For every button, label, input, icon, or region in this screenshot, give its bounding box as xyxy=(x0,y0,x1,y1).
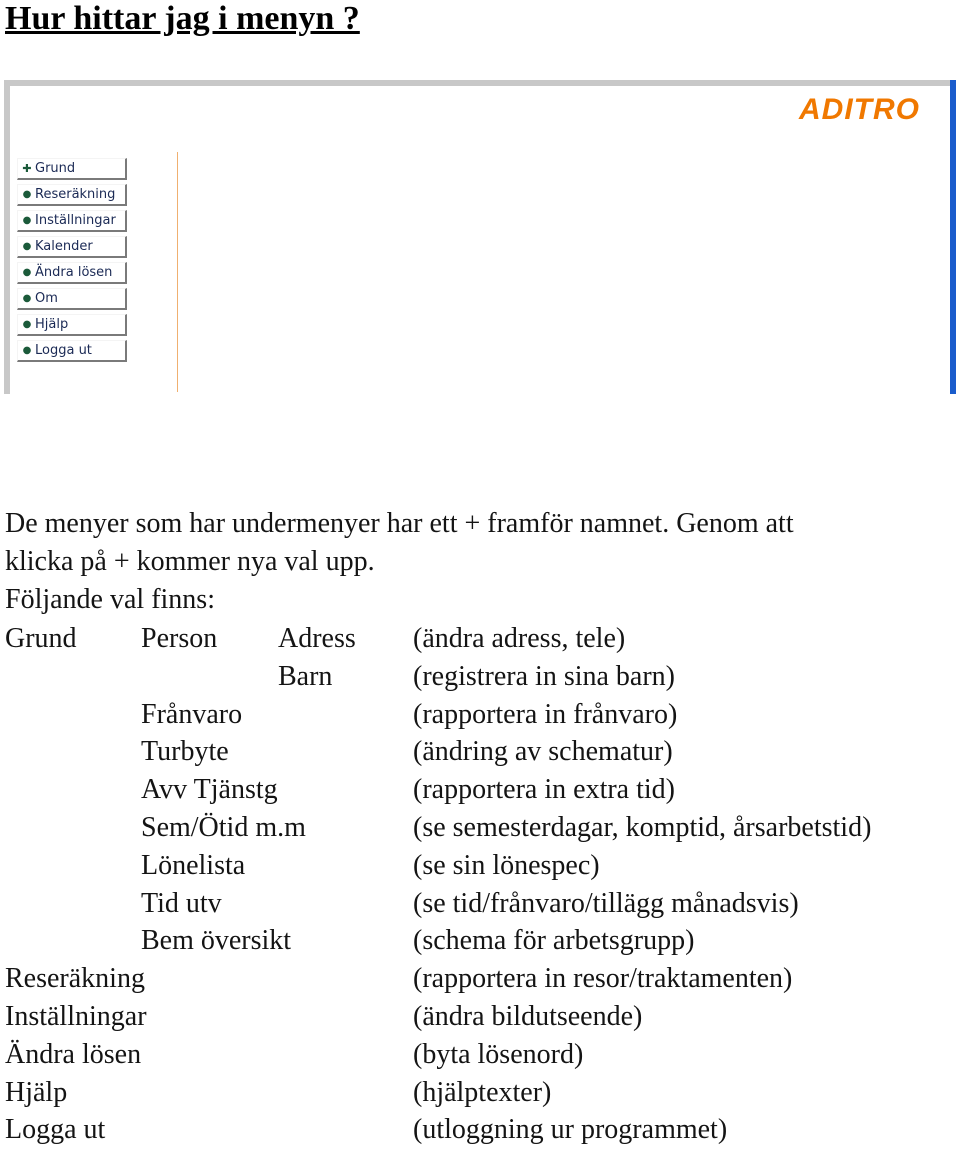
option-description: (byta lösenord) xyxy=(413,1038,584,1070)
option-description: (se semesterdagar, komptid, årsarbetstid) xyxy=(413,811,872,843)
dot-icon: ● xyxy=(22,293,32,304)
menu-name: Hjälp xyxy=(5,1076,68,1108)
menu-options-list xyxy=(5,620,955,1149)
submenu-name: Turbyte xyxy=(141,736,229,768)
dot-icon: ● xyxy=(22,215,32,226)
menu-name: Ändra lösen xyxy=(5,1038,142,1070)
intro-line: Följande val finns: xyxy=(5,584,215,615)
menu-item-om[interactable] xyxy=(17,288,127,310)
option-row xyxy=(5,922,955,960)
dot-icon: ● xyxy=(22,345,32,356)
dot-icon: ● xyxy=(22,267,32,278)
menu-item-label: Hjälp xyxy=(35,317,69,332)
menu-item-andra-losen[interactable] xyxy=(17,262,127,284)
page-title: Hur hittar jag i menyn ? xyxy=(5,0,360,37)
aditro-logo: ADITRO xyxy=(799,93,920,126)
dot-icon: ● xyxy=(22,189,32,200)
option-description: (se sin lönespec) xyxy=(413,849,600,881)
option-description: (rapportera in frånvaro) xyxy=(413,698,678,730)
menu-item-label: Reseräkning xyxy=(35,187,116,202)
option-row xyxy=(5,658,955,696)
option-description: (rapportera in resor/traktamenten) xyxy=(413,963,793,995)
menu-name: Reseräkning xyxy=(5,963,145,995)
option-description: (rapportera in extra tid) xyxy=(413,774,675,806)
option-description: (registrera in sina barn) xyxy=(413,660,675,692)
menu-divider xyxy=(177,152,178,392)
option-row xyxy=(5,885,955,923)
option-description: (ändra adress, tele) xyxy=(413,623,626,654)
window-border-left xyxy=(4,80,10,394)
option-row xyxy=(5,1036,955,1074)
menu-item-label: Kalender xyxy=(35,239,93,254)
option-description: (ändra bildutseende) xyxy=(413,1000,643,1032)
menu-name: Inställningar xyxy=(5,1000,147,1032)
plus-icon: ✚ xyxy=(22,162,32,175)
dot-icon: ● xyxy=(22,241,32,252)
menu-item-hjalp[interactable] xyxy=(17,314,127,336)
submenu-name: Sem/Ötid m.m xyxy=(141,811,306,843)
menu-item-reserakning[interactable] xyxy=(17,184,127,206)
option-description: (se tid/frånvaro/tillägg månadsvis) xyxy=(413,887,799,919)
option-row xyxy=(5,771,955,809)
menu-item-label: Inställningar xyxy=(35,213,116,228)
option-row xyxy=(5,847,955,885)
option-row xyxy=(5,998,955,1036)
option-description: (utloggning ur programmet) xyxy=(413,1114,728,1146)
intro-line: De menyer som har undermenyer har ett + framför namnet. Genom att xyxy=(5,508,794,539)
option-row xyxy=(5,1111,955,1149)
submenu-name: Avv Tjänstg xyxy=(141,774,278,806)
submenu-name: Frånvaro xyxy=(141,698,243,730)
subsubmenu-name: Barn xyxy=(278,660,333,692)
intro-text xyxy=(5,505,955,619)
menu-item-label: Ändra lösen xyxy=(35,265,113,280)
menu-item-label: Om xyxy=(35,291,58,306)
submenu-name: Bem översikt xyxy=(141,925,292,957)
option-row xyxy=(5,1074,955,1112)
dot-icon: ● xyxy=(22,319,32,330)
option-row xyxy=(5,809,955,847)
subsubmenu-name: Adress xyxy=(278,623,356,654)
side-menu xyxy=(17,158,129,366)
option-description: (schema för arbetsgrupp) xyxy=(413,925,695,957)
option-description: (hjälptexter) xyxy=(413,1076,552,1108)
option-row xyxy=(5,696,955,734)
menu-name: Logga ut xyxy=(5,1114,106,1146)
window-border-top xyxy=(4,80,956,86)
submenu-name: Lönelista xyxy=(141,849,246,881)
menu-item-label: Logga ut xyxy=(35,343,92,358)
menu-screenshot xyxy=(4,80,956,394)
menu-item-installningar[interactable] xyxy=(17,210,127,232)
submenu-name: Tid utv xyxy=(141,887,222,919)
menu-item-label: Grund xyxy=(35,161,76,176)
window-border-right xyxy=(950,80,956,394)
option-row xyxy=(5,733,955,771)
menu-item-grund[interactable] xyxy=(17,158,127,180)
option-row xyxy=(5,960,955,998)
menu-item-logga-ut[interactable] xyxy=(17,340,127,362)
menu-item-kalender[interactable] xyxy=(17,236,127,258)
submenu-name: Person xyxy=(141,623,218,654)
option-row xyxy=(5,620,955,658)
option-description: (ändring av schematur) xyxy=(413,736,673,768)
menu-name: Grund xyxy=(5,623,77,654)
intro-line: klicka på + kommer nya val upp. xyxy=(5,546,375,577)
